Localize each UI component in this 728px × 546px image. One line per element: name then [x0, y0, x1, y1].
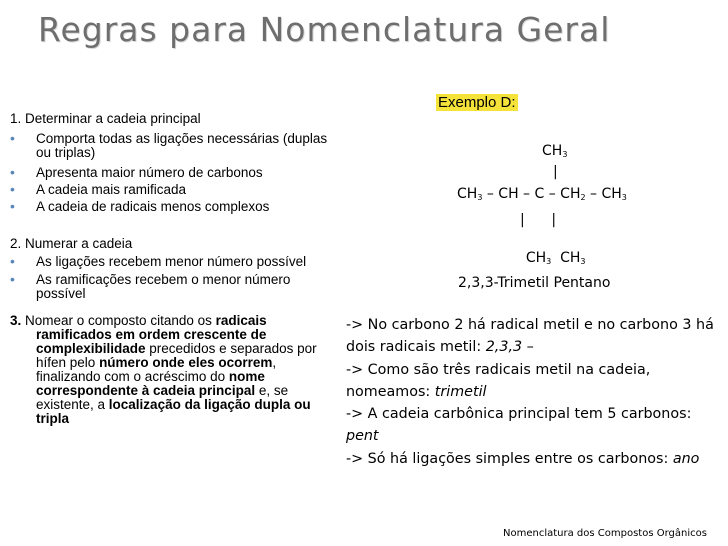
note-2: -> Como são três radicais metil na cadeia, nomeamos: trimetil	[346, 361, 651, 400]
list-item: • As ramificações recebem o menor número possível	[10, 271, 291, 301]
formula-bottom-bonds: | |	[520, 212, 557, 228]
bullet-icon: •	[10, 198, 15, 214]
list-item: • Apresenta maior número de carbonos	[10, 164, 263, 180]
formula-top-group: $CH_3$	[542, 143, 568, 159]
bullet-icon: •	[10, 271, 15, 287]
slide-title: Regras para Nomenclatura Geral	[38, 10, 611, 49]
note-3: -> A cadeia carbônica principal tem 5 carbonos: pent	[346, 406, 692, 445]
explanation-notes	[346, 314, 722, 470]
list-item: • As ligações recebem menor número possível	[10, 253, 307, 269]
bullet-icon: •	[10, 130, 15, 146]
section1-list	[10, 132, 328, 214]
section1-title: 1. Determinar a cadeia principal	[10, 111, 201, 126]
formula-bottom-groups: $CH_3$ $CH_3$	[525, 250, 586, 266]
bullet-icon: •	[10, 164, 15, 180]
formula-top-bond: |	[553, 164, 558, 180]
example-title: Exemplo D:	[438, 94, 516, 111]
note-4: -> Só há ligações simples entre os carbonos: ano	[346, 450, 700, 467]
compound-name: 2,3,3-Trimetil Pentano	[458, 275, 611, 291]
list-item: • A cadeia mais ramificada	[10, 181, 187, 197]
formula-main-chain: $CH_3$ – CH – C – $CH_2 - CH_3$	[457, 186, 627, 202]
list-item: • Comporta todas as ligações necessárias (duplas ou triplas)	[10, 130, 328, 160]
list-item: • A cadeia de radicais menos complexos	[10, 198, 270, 214]
section2-list	[10, 255, 328, 301]
bullet-icon: •	[10, 253, 15, 269]
section2-title: 2. Numerar a cadeia	[10, 236, 133, 251]
rules-panel	[10, 112, 328, 426]
section3: 3. Nomear o composto citando os radicais ramificados em ordem crescente de complexibilidade precedidos e separados por hífen pelo número onde eles ocorrem, finalizando com o acréscimo do nome correspondente à cadeia principal e, se existente, a localização da ligação dupla ou tripla	[10, 313, 317, 426]
bullet-icon: •	[10, 181, 15, 197]
note-1: -> No carbono 2 há radical metil e no carbono 3 há dois radicais metil: 2,3,3 –	[346, 317, 714, 356]
slide-footer: Nomenclatura dos Compostos Orgânicos	[503, 528, 707, 539]
